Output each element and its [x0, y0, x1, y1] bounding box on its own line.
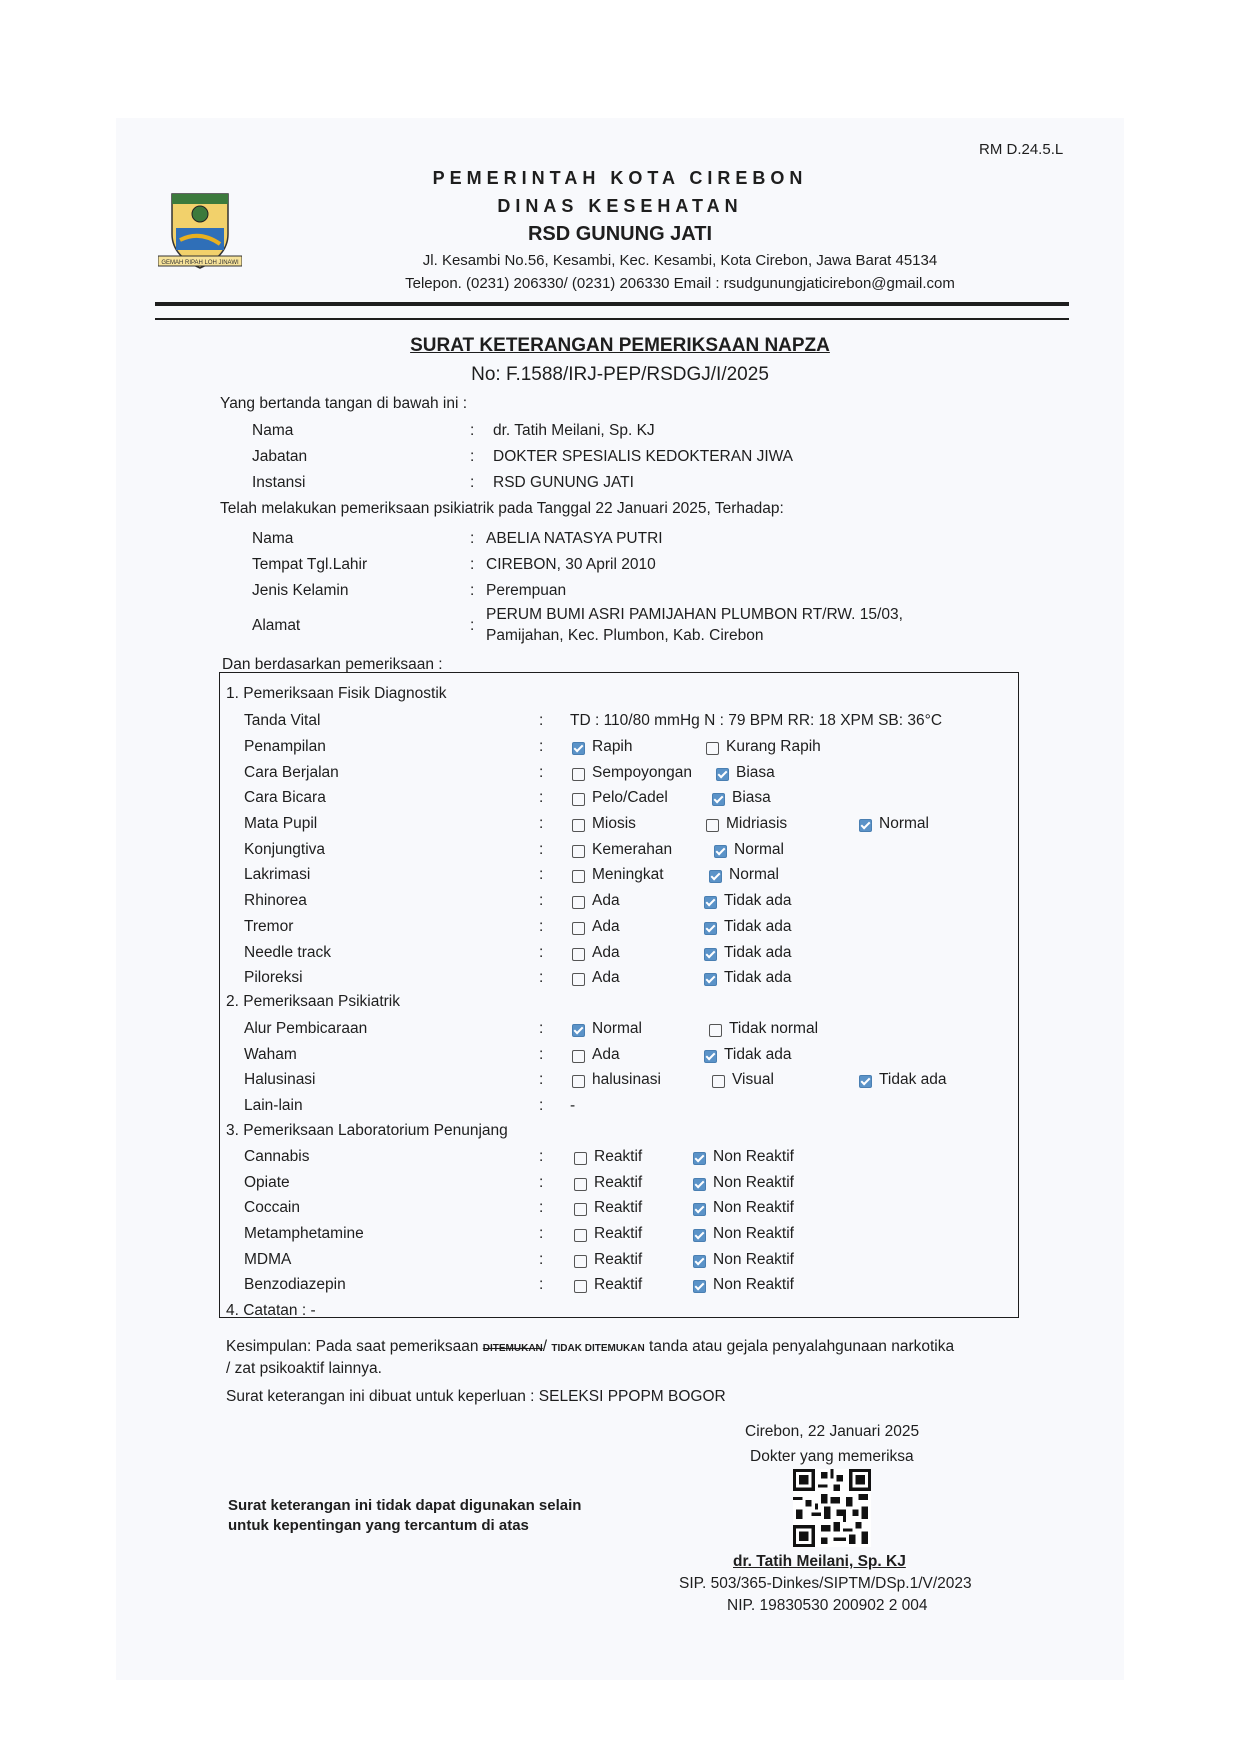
waham-option-2-label: Tidak ada — [724, 1046, 792, 1063]
coccain-option-2-checkbox[interactable] — [693, 1203, 706, 1216]
sign-doctor-name: dr. Tatih Meilani, Sp. KJ — [733, 1553, 906, 1570]
tremor-option-1-checkbox[interactable] — [572, 922, 585, 935]
sign-place-date: Cirebon, 22 Januari 2025 — [745, 1423, 920, 1440]
waham-option-1-label: Ada — [592, 1046, 620, 1063]
rhinorea-label: Rhinorea — [244, 892, 307, 909]
patient-gender-value: Perempuan — [486, 582, 567, 599]
cannabis-option-1-label: Reaktif — [594, 1148, 643, 1165]
lakrimasi-option-2-label: Normal — [729, 866, 779, 883]
signer-institution-label: Instansi — [252, 474, 306, 491]
colon: : — [539, 1097, 544, 1114]
logo-caption: GEMAH RIPAH LOH JINAWI — [161, 260, 239, 266]
pupil-option-1-label: Miosis — [592, 815, 636, 832]
colon: : — [539, 969, 544, 986]
patient-birth-value: CIREBON, 30 April 2010 — [486, 556, 656, 573]
meth-option-2-label: Non Reaktif — [713, 1225, 794, 1242]
colon: : — [539, 789, 544, 806]
konjungtiva-option-2-label: Normal — [734, 841, 784, 858]
signer-name-value: dr. Tatih Meilani, Sp. KJ — [493, 422, 655, 439]
waham-label: Waham — [244, 1046, 297, 1063]
halusinasi-option-2-label: Visual — [732, 1071, 774, 1088]
document-title: SURAT KETERANGAN PEMERIKSAAN NAPZA — [410, 335, 830, 356]
bicara-option-1-label: Pelo/Cadel — [592, 789, 668, 806]
konjungtiva-option-1-label: Kemerahan — [592, 841, 673, 858]
berjalan-label: Cara Berjalan — [244, 764, 339, 781]
benzo-option-2-checkbox[interactable] — [693, 1280, 706, 1293]
alur-label: Alur Pembicaraan — [244, 1020, 368, 1037]
rm-code: RM D.24.5.L — [979, 141, 1064, 158]
colon: : — [539, 764, 544, 781]
signer-name-label: Nama — [252, 422, 294, 439]
colon: : — [539, 712, 544, 729]
patient-address-label: Alamat — [252, 617, 301, 634]
berjalan-option-2-label: Biasa — [736, 764, 775, 781]
penampilan-option-1-label: Rapih — [592, 738, 633, 755]
signer-position-label: Jabatan — [252, 448, 308, 465]
conclusion-selected-option: TIDAK DITEMUKAN — [551, 1343, 645, 1354]
vital-label: Tanda Vital — [244, 712, 321, 729]
pupil-option-3-label: Normal — [879, 815, 929, 832]
colon: : — [470, 556, 475, 573]
lain-value: - — [570, 1097, 576, 1114]
colon: : — [470, 422, 475, 439]
coccain-option-2-label: Non Reaktif — [713, 1199, 794, 1216]
bicara-label: Cara Bicara — [244, 789, 326, 806]
pupil-option-3-checkbox[interactable] — [859, 819, 872, 832]
tremor-option-2-label: Tidak ada — [724, 918, 792, 935]
konjungtiva-option-1-checkbox[interactable] — [572, 845, 585, 858]
needle-label: Needle track — [244, 944, 332, 961]
needle-option-1-checkbox[interactable] — [572, 948, 585, 961]
colon: : — [539, 1071, 544, 1088]
tremor-option-2-checkbox[interactable] — [704, 922, 717, 935]
pupil-option-1-checkbox[interactable] — [572, 819, 585, 832]
benzo-option-1-checkbox[interactable] — [574, 1280, 587, 1293]
mdma-label: MDMA — [244, 1251, 292, 1268]
needle-option-1-label: Ada — [592, 944, 620, 961]
needle-option-2-label: Tidak ada — [724, 944, 792, 961]
tremor-label: Tremor — [244, 918, 294, 935]
colon: : — [539, 1046, 544, 1063]
section-psychiatric: 2. Pemeriksaan Psikiatrik — [226, 993, 401, 1010]
pupil-label: Mata Pupil — [244, 815, 318, 832]
alur-option-2-label: Tidak normal — [729, 1020, 819, 1037]
cannabis-option-1-checkbox[interactable] — [574, 1152, 587, 1165]
alur-option-1-label: Normal — [592, 1020, 642, 1037]
colon: : — [539, 866, 544, 883]
opiate-option-1-checkbox[interactable] — [574, 1178, 587, 1191]
coccain-option-1-label: Reaktif — [594, 1199, 643, 1216]
disclaimer-line2: untuk kepentingan yang tercantum di atas — [228, 1517, 529, 1534]
rhinorea-option-1-label: Ada — [592, 892, 620, 909]
berjalan-option-1-label: Sempoyongan — [592, 764, 692, 781]
pupil-option-2-checkbox[interactable] — [706, 819, 719, 832]
lakrimasi-option-1-checkbox[interactable] — [572, 870, 585, 883]
header-address: Jl. Kesambi No.56, Kesambi, Kec. Kesambi, Kota Cirebon, Jawa Barat 45134 — [422, 252, 938, 269]
berjalan-option-1-checkbox[interactable] — [572, 768, 585, 781]
header-contact: Telepon. (0231) 206330/ (0231) 206330 Email : rsudgunungjaticirebon@gmail.com — [405, 275, 955, 292]
benzo-label: Benzodiazepin — [244, 1276, 346, 1293]
halusinasi-label: Halusinasi — [244, 1071, 316, 1088]
rhinorea-option-2-checkbox[interactable] — [704, 896, 717, 909]
colon: : — [539, 892, 544, 909]
meth-option-1-checkbox[interactable] — [574, 1229, 587, 1242]
lakrimasi-label: Lakrimasi — [244, 866, 311, 883]
opiate-option-1-label: Reaktif — [594, 1174, 643, 1191]
cannabis-label: Cannabis — [244, 1148, 310, 1165]
qr-code-icon — [793, 1469, 871, 1547]
patient-address-line2: Pamijahan, Kec. Plumbon, Kab. Cirebon — [486, 627, 764, 644]
cannabis-option-2-checkbox[interactable] — [693, 1152, 706, 1165]
patient-name-label: Nama — [252, 530, 294, 547]
opiate-option-2-label: Non Reaktif — [713, 1174, 794, 1191]
patient-address-line1: PERUM BUMI ASRI PAMIJAHAN PLUMBON RT/RW. 15/03, — [486, 606, 903, 623]
colon: : — [539, 1251, 544, 1268]
colon: : — [470, 530, 475, 547]
colon: : — [470, 617, 475, 634]
sign-role: Dokter yang memeriksa — [750, 1448, 914, 1465]
alur-option-2-checkbox[interactable] — [709, 1024, 722, 1037]
bicara-option-2-checkbox[interactable] — [712, 793, 725, 806]
colon: : — [539, 1276, 544, 1293]
mdma-option-2-checkbox[interactable] — [693, 1255, 706, 1268]
piloreksi-option-1-checkbox[interactable] — [572, 973, 585, 986]
lain-label: Lain-lain — [244, 1097, 303, 1114]
colon: : — [470, 582, 475, 599]
header-government: PEMERINTAH KOTA CIREBON — [432, 168, 808, 188]
mdma-option-1-checkbox[interactable] — [574, 1255, 587, 1268]
piloreksi-option-2-checkbox[interactable] — [704, 973, 717, 986]
penampilan-label: Penampilan — [244, 738, 326, 755]
patient-name-value: ABELIA NATASYA PUTRI — [486, 530, 663, 547]
sign-nip: NIP. 19830530 200902 2 004 — [727, 1597, 928, 1614]
berjalan-option-2-checkbox[interactable] — [716, 768, 729, 781]
coccain-label: Coccain — [244, 1199, 300, 1216]
colon: : — [539, 944, 544, 961]
conclusion-struck-option: DITEMUKAN — [482, 1343, 543, 1354]
purpose-text: Surat keterangan ini dibuat untuk keperluan : SELEKSI PPOPM BOGOR — [226, 1388, 726, 1405]
document-number: No: F.1588/IRJ-PEP/RSDGJ/I/2025 — [471, 364, 769, 385]
benzo-option-1-label: Reaktif — [594, 1276, 643, 1293]
colon: : — [470, 474, 475, 491]
bicara-option-2-label: Biasa — [732, 789, 771, 806]
penampilan-option-2-checkbox[interactable] — [706, 742, 719, 755]
colon: : — [539, 1148, 544, 1165]
mdma-option-2-label: Non Reaktif — [713, 1251, 794, 1268]
piloreksi-option-1-label: Ada — [592, 969, 620, 986]
colon: : — [539, 841, 544, 858]
meth-option-2-checkbox[interactable] — [693, 1229, 706, 1242]
mdma-option-1-label: Reaktif — [594, 1251, 643, 1268]
colon: : — [539, 1174, 544, 1191]
piloreksi-option-2-label: Tidak ada — [724, 969, 792, 986]
section-notes: 4. Catatan : - — [226, 1302, 316, 1319]
colon: : — [539, 1020, 544, 1037]
konjungtiva-label: Konjungtiva — [244, 841, 326, 858]
penampilan-option-2-label: Kurang Rapih — [726, 738, 821, 755]
basis-text: Dan berdasarkan pemeriksaan : — [222, 656, 443, 673]
pupil-option-2-label: Midriasis — [726, 815, 788, 832]
conclusion-line1: Kesimpulan: Pada saat pemeriksaan DITEMUKAN/ TIDAK DITEMUKAN tanda atau gejala penyalahgunaan narkotika — [226, 1338, 955, 1355]
waham-option-2-checkbox[interactable] — [704, 1050, 717, 1063]
halusinasi-option-1-label: halusinasi — [592, 1071, 661, 1088]
bicara-option-1-checkbox[interactable] — [572, 793, 585, 806]
alur-option-1-checkbox[interactable] — [572, 1024, 585, 1037]
waham-option-1-checkbox[interactable] — [572, 1050, 585, 1063]
conclusion-line2: / zat psikoaktif lainnya. — [226, 1360, 382, 1377]
lakrimasi-option-1-label: Meningkat — [592, 866, 664, 883]
cannabis-option-2-label: Non Reaktif — [713, 1148, 794, 1165]
meth-label: Metamphetamine — [244, 1225, 364, 1242]
patient-birth-label: Tempat Tgl.Lahir — [252, 556, 368, 573]
rhinorea-option-1-checkbox[interactable] — [572, 896, 585, 909]
meth-option-1-label: Reaktif — [594, 1225, 643, 1242]
halusinasi-option-2-checkbox[interactable] — [712, 1075, 725, 1088]
exam-intro-text: Telah melakukan pemeriksaan psikiatrik pada Tanggal 22 Januari 2025, Terhadap: — [220, 500, 784, 517]
rhinorea-option-2-label: Tidak ada — [724, 892, 792, 909]
konjungtiva-option-2-checkbox[interactable] — [714, 845, 727, 858]
halusinasi-option-3-label: Tidak ada — [879, 1071, 947, 1088]
lakrimasi-option-2-checkbox[interactable] — [709, 870, 722, 883]
benzo-option-2-label: Non Reaktif — [713, 1276, 794, 1293]
halusinasi-option-1-checkbox[interactable] — [572, 1075, 585, 1088]
sign-sip: SIP. 503/365-Dinkes/SIPTM/DSp.1/V/2023 — [679, 1575, 972, 1592]
colon: : — [539, 738, 544, 755]
tremor-option-1-label: Ada — [592, 918, 620, 935]
opiate-label: Opiate — [244, 1174, 290, 1191]
halusinasi-option-3-checkbox[interactable] — [859, 1075, 872, 1088]
signer-position-value: DOKTER SPESIALIS KEDOKTERAN JIWA — [493, 448, 794, 465]
colon: : — [539, 1199, 544, 1216]
header-hospital: RSD GUNUNG JATI — [527, 223, 713, 245]
header-rule-thin — [155, 318, 1069, 320]
colon: : — [539, 815, 544, 832]
header-department: DINAS KESEHATAN — [497, 196, 743, 216]
colon: : — [539, 918, 544, 935]
coccain-option-1-checkbox[interactable] — [574, 1203, 587, 1216]
section-laboratory: 3. Pemeriksaan Laboratorium Penunjang — [226, 1122, 508, 1139]
disclaimer-line1: Surat keterangan ini tidak dapat digunakan selain — [228, 1497, 582, 1514]
vital-value: TD : 110/80 mmHg N : 79 BPM RR: 18 XPM SB: 36°C — [570, 712, 943, 729]
section-physical: 1. Pemeriksaan Fisik Diagnostik — [226, 685, 447, 702]
opiate-option-2-checkbox[interactable] — [693, 1178, 706, 1191]
colon: : — [539, 1225, 544, 1242]
header-rule-thick — [155, 302, 1069, 306]
patient-gender-label: Jenis Kelamin — [252, 582, 349, 599]
intro-text: Yang bertanda tangan di bawah ini : — [220, 395, 468, 412]
signer-institution-value: RSD GUNUNG JATI — [493, 474, 634, 491]
piloreksi-label: Piloreksi — [244, 969, 303, 986]
colon: : — [470, 448, 475, 465]
needle-option-2-checkbox[interactable] — [704, 948, 717, 961]
penampilan-option-1-checkbox[interactable] — [572, 742, 585, 755]
